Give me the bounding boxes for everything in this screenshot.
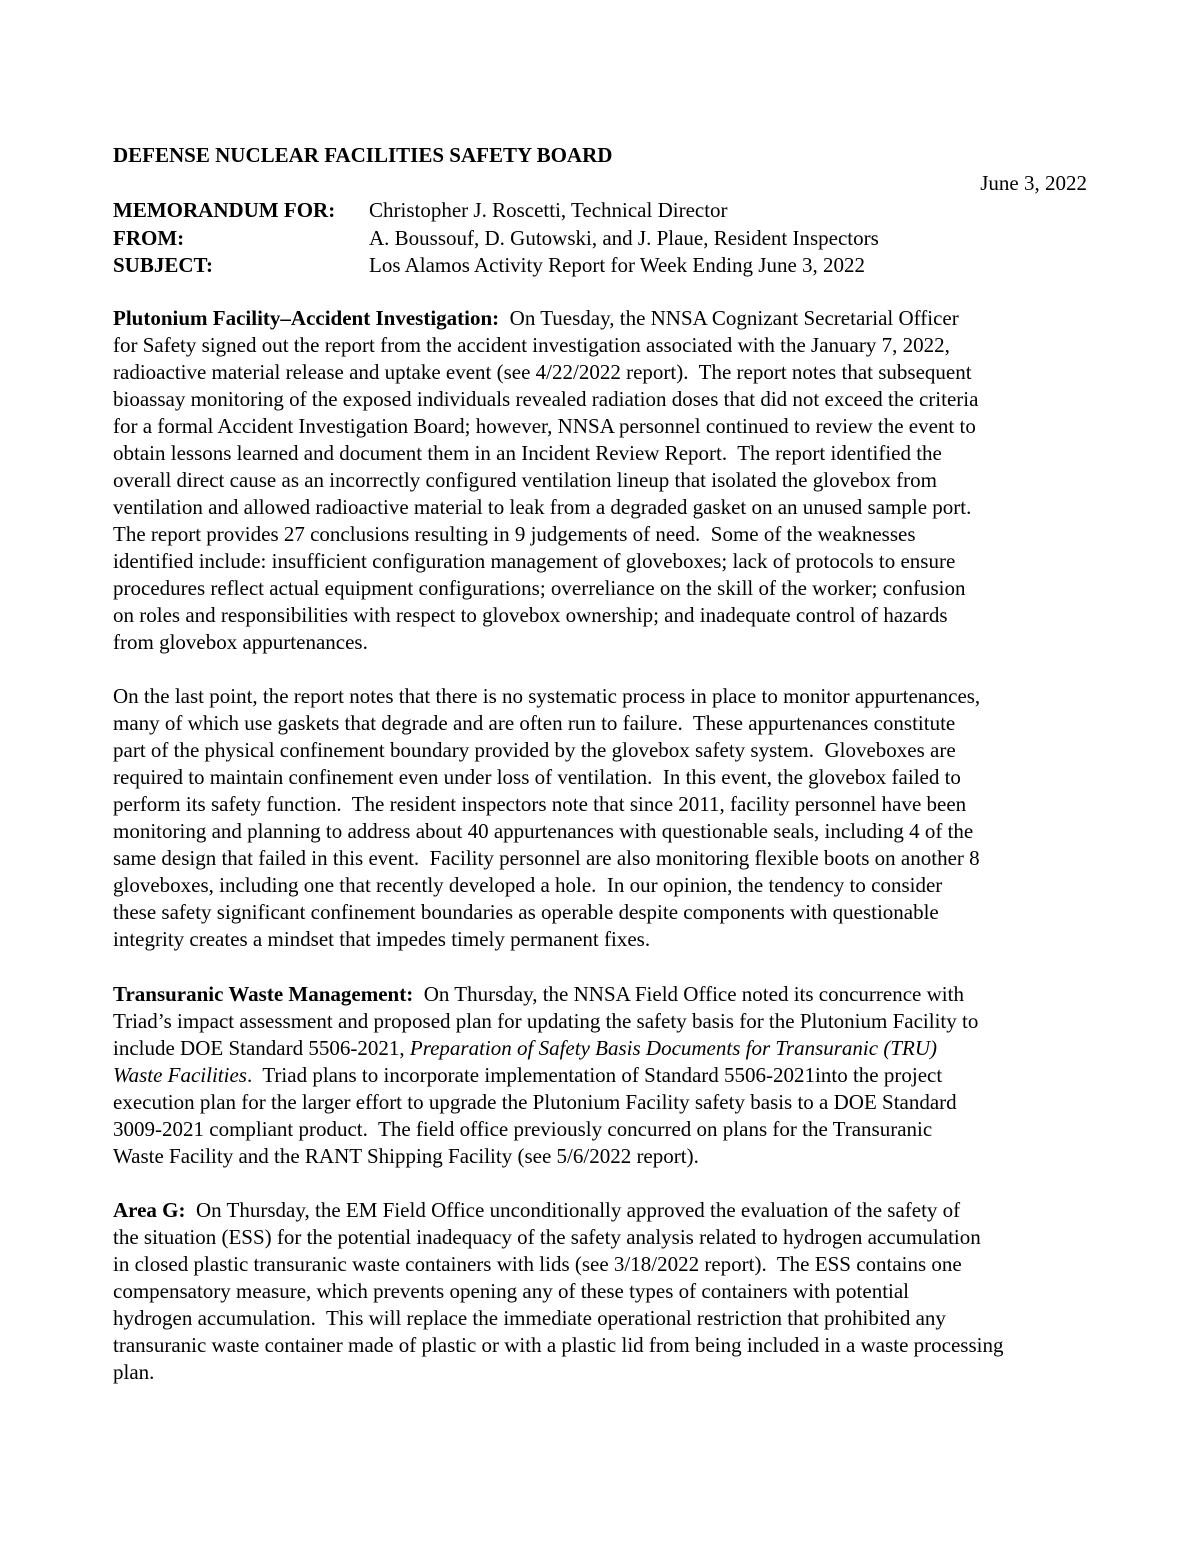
text-segment: plan.: [113, 1360, 155, 1384]
text-segment: Waste Facility and the RANT Shipping Facility (see 5/6/2022 report).: [113, 1144, 699, 1168]
memo-label: MEMORANDUM FOR:: [113, 198, 336, 222]
text-segment: gloveboxes, including one that recently developed a hole. In our opinion, the tendency to consider: [113, 873, 943, 897]
text-segment: for a formal Accident Investigation Board; however, NNSA personnel continued to review the event to: [113, 414, 976, 438]
text-line: [113, 629, 978, 656]
memo-value: Christopher J. Roscetti, Technical Director: [369, 198, 728, 222]
text-line: [113, 1143, 978, 1170]
text-line: [113, 926, 980, 953]
text-line: [113, 1278, 1003, 1305]
organization-heading: DEFENSE NUCLEAR FACILITIES SAFETY BOARD: [113, 143, 613, 167]
memo-date: June 3, 2022: [980, 171, 1087, 195]
text-segment: part of the physical confinement boundary provided by the glovebox safety system. Gloveboxes are: [113, 738, 956, 762]
text-segment: integrity creates a mindset that impedes timely permanent fixes.: [113, 927, 651, 951]
text-line: [113, 1008, 978, 1035]
text-line: [113, 494, 978, 521]
text-segment: overall direct cause as an incorrectly configured ventilation lineup that isolated the glovebox from: [113, 468, 937, 492]
text-segment: ventilation and allowed radioactive material to leak from a degraded gasket on an unused sample port.: [113, 495, 972, 519]
text-line: [113, 1116, 978, 1143]
text-segment: monitoring and planning to address about 40 appurtenances with questionable seals, including 4 of the: [113, 819, 974, 843]
text-line: [113, 1089, 978, 1116]
text-line: [113, 305, 978, 332]
memo-value: Los Alamos Activity Report for Week Ending June 3, 2022: [369, 253, 866, 277]
text-line: [113, 413, 978, 440]
text-line: [113, 359, 978, 386]
text-segment: bioassay monitoring of the exposed individuals revealed radiation doses that did not exceed the criteria: [113, 387, 979, 411]
text-segment: . Triad plans to incorporate implementation of Standard 5506-2021into the project: [246, 1063, 943, 1087]
text-line: [113, 683, 980, 710]
document-title: Waste Facilities: [113, 1063, 247, 1087]
text-segment: on roles and responsibilities with respect to glovebox ownership; and inadequate control of hazards: [113, 603, 948, 627]
memo-label: SUBJECT:: [113, 253, 213, 277]
text-segment: compensatory measure, which prevents opening any of these types of containers with potential: [113, 1279, 910, 1303]
text-segment: On Thursday, the NNSA Field Office noted its concurrence with: [413, 982, 964, 1006]
text-line: [113, 818, 980, 845]
memo-header: [113, 197, 879, 280]
text-line: [113, 1197, 1003, 1224]
text-line: [113, 845, 980, 872]
text-segment: required to maintain confinement even under loss of ventilation. In this event, the glovebox failed to: [113, 765, 961, 789]
text-segment: transuranic waste container made of plastic or with a plastic lid from being included in a waste processing: [113, 1333, 1004, 1357]
text-segment: from glovebox appurtenances.: [113, 630, 368, 654]
memo-value: A. Boussouf, D. Gutowski, and J. Plaue, Resident Inspectors: [369, 225, 879, 250]
text-segment: procedures reflect actual equipment configurations; overreliance on the skill of the worker; confusion: [113, 576, 966, 600]
text-segment: include DOE Standard 5506-2021,: [113, 1036, 410, 1060]
from-row: [113, 225, 879, 253]
memo-label: FROM:: [113, 225, 185, 250]
text-line: [113, 737, 980, 764]
text-line: [113, 764, 980, 791]
text-line: [113, 1035, 978, 1062]
text-segment: The report provides 27 conclusions resulting in 9 judgements of need. Some of the weaknesses: [113, 522, 916, 546]
text-segment: radioactive material release and uptake event (see 4/22/2022 report). The report notes that subsequent: [113, 360, 972, 384]
text-segment: many of which use gaskets that degrade and are often run to failure. These appurtenances constitute: [113, 711, 956, 735]
text-segment: hydrogen accumulation. This will replace the immediate operational restriction that prohibited any: [113, 1306, 946, 1330]
text-line: [113, 386, 978, 413]
text-line: [113, 440, 978, 467]
text-line: [113, 1251, 1003, 1278]
text-segment: in closed plastic transuranic waste containers with lids (see 3/18/2022 report). The ESS contains one: [113, 1252, 962, 1276]
text-line: [113, 791, 980, 818]
text-segment: On the last point, the report notes that there is no systematic process in place to monitor appurtenances,: [113, 684, 981, 708]
text-line: [113, 1332, 1003, 1359]
text-line: [113, 575, 978, 602]
text-line: [113, 332, 978, 359]
text-line: [113, 1305, 1003, 1332]
text-line: [113, 602, 978, 629]
text-line: [113, 710, 980, 737]
text-segment: On Thursday, the EM Field Office unconditionally approved the evaluation of the safety of: [185, 1198, 961, 1222]
text-segment: On Tuesday, the NNSA Cognizant Secretarial Officer: [499, 306, 959, 330]
text-segment: perform its safety function. The resident inspectors note that since 2011, facility personnel have been: [113, 792, 967, 816]
text-segment: execution plan for the larger effort to upgrade the Plutonium Facility safety basis to a DOE Standard: [113, 1090, 957, 1114]
text-segment: Triad’s impact assessment and proposed plan for updating the safety basis for the Plutonium Facility to: [113, 1009, 979, 1033]
text-line: [113, 521, 978, 548]
memo-for-row: [113, 197, 879, 225]
section-heading: Plutonium Facility–Accident Investigation:: [113, 306, 500, 330]
text-segment: these safety significant confinement boundaries as operable despite components with questionable: [113, 900, 939, 924]
text-segment: 3009-2021 compliant product. The field office previously concurred on plans for the Transuranic: [113, 1117, 933, 1141]
text-line: [113, 1359, 1003, 1386]
text-line: [113, 1062, 978, 1089]
text-line: [113, 548, 978, 575]
text-line: [113, 981, 978, 1008]
text-segment: obtain lessons learned and document them in an Incident Review Report. The report identified the: [113, 441, 942, 465]
text-segment: same design that failed in this event. Facility personnel are also monitoring flexible boots on another 8: [113, 846, 980, 870]
subject-row: [113, 252, 879, 280]
area-g-paragraph: [113, 1197, 1003, 1386]
appurtenances-paragraph-paragraph: [113, 683, 980, 953]
text-line: [113, 1224, 1003, 1251]
text-segment: for Safety signed out the report from the accident investigation associated with the January 7, 2022,: [113, 333, 950, 357]
document-title: Preparation of Safety Basis Documents for Transuranic (TRU): [409, 1036, 937, 1060]
text-line: [113, 899, 980, 926]
plutonium-facility-accident-investigation-paragraph: [113, 305, 978, 656]
text-segment: identified include: insufficient configuration management of gloveboxes; lack of protocols to ensure: [113, 549, 956, 573]
text-line: [113, 872, 980, 899]
transuranic-waste-management-paragraph: [113, 981, 978, 1170]
text-line: [113, 467, 978, 494]
section-heading: Transuranic Waste Management:: [113, 982, 414, 1006]
section-heading: Area G:: [113, 1198, 186, 1222]
text-segment: the situation (ESS) for the potential inadequacy of the safety analysis related to hydrogen accumulation: [113, 1225, 981, 1249]
